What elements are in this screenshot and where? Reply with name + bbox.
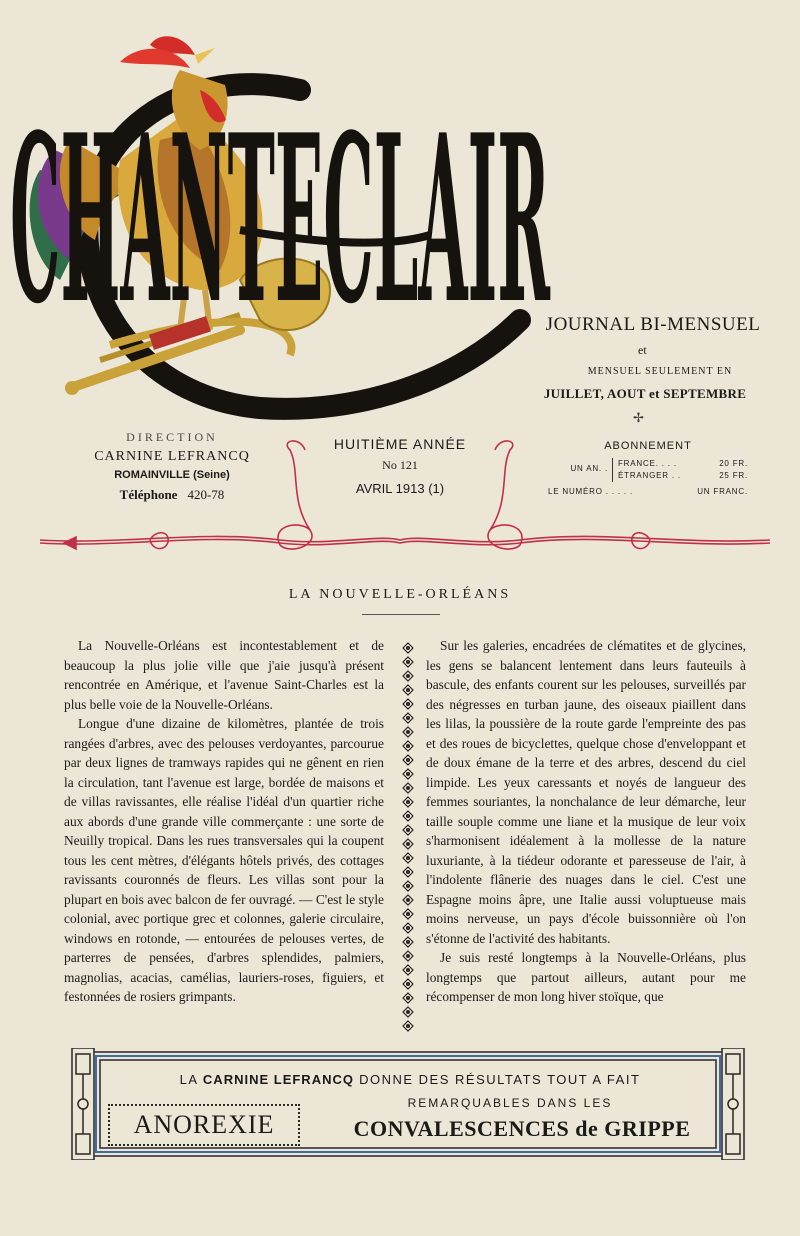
chain-dot (407, 647, 410, 650)
issue-date: AVRIL 1913 (1) (355, 481, 445, 496)
chain-dot (407, 955, 410, 958)
chain-dot (407, 899, 410, 902)
journal-frequency: JOURNAL BI-MENSUEL (545, 314, 761, 335)
subscription-issue-row (548, 487, 748, 496)
chain-dot (407, 773, 410, 776)
chain-dot (407, 689, 410, 692)
ad-convalescences: CONVALESCENCES de GRIPPE (353, 1116, 691, 1141)
article-column-right (426, 636, 746, 1007)
issue-number: No 121 (382, 458, 418, 472)
chain-dot (407, 941, 410, 944)
chain-dot (407, 745, 410, 748)
chain-dot (407, 703, 410, 706)
chain-dot (407, 983, 410, 986)
journal-mensuel: MENSUEL SEULEMENT EN (587, 366, 733, 377)
chain-dot (407, 843, 410, 846)
chain-dot (407, 871, 410, 874)
ad-headline-a: LA (179, 1072, 198, 1087)
price-numero: UN FRANC. (697, 487, 748, 496)
direction-phone (62, 487, 282, 503)
masthead-title: CHANTECLAIR (10, 85, 551, 355)
chain-dot (407, 759, 410, 762)
chain-dot (407, 913, 410, 916)
chain-dot (407, 717, 410, 720)
ad-anorexie-box: ANOREXIE (108, 1104, 300, 1146)
ad-brand: CARNINE LEFRANCQ (202, 1072, 354, 1087)
price-etranger: 25 FR. (719, 471, 748, 480)
subscription-prices (612, 458, 748, 482)
paragraph: Sur les galeries, encadrées de clématites et de glycines, les gens se balancent lentement dans leurs fauteuils à bascule, des enfants courent sur les pelouses, surveillés par des négresses en turban jaune, des oiseaux piaillent dans les lilas, la poussière de la route garde l'empreinte des pas et des roues de bicyclettes, quelque chose d'enveloppant et de doux émane de la terre et des arbres, descend du ciel limpide. Les yeux caressants et noyés de langueur des femmes souriantes, la nonchalance de leur démarche, leur taille souple comme une liane et la musique de leur voix s'harmonisent idéalement à la mollesse de la nature luxuriante, à la tiédeur odorante et paresseuse de l'air, à l'indolente flânerie des nuages dans le ciel. C'est une Espagne moins âpre, une Italie aussi voluptueuse mais moins nerveuse, un pays d'école buissonnière où l'on s'étonne de l'activité des habitants. (426, 638, 746, 946)
subscription-block (548, 440, 748, 496)
chain-dot (407, 927, 410, 930)
chain-dot (407, 997, 410, 1000)
issue-year: HUITIÈME ANNÉE (333, 436, 467, 452)
masthead (0, 0, 800, 560)
chain-dot (407, 1011, 410, 1014)
chain-dot (407, 857, 410, 860)
price-france-label: FRANCE. . . . (618, 459, 677, 468)
price-france: 20 FR. (719, 459, 748, 468)
chain-dot (407, 969, 410, 972)
chain-dot (407, 675, 410, 678)
chain-dot (407, 815, 410, 818)
column-divider-chain (399, 642, 417, 1034)
phone-label: Téléphone (119, 487, 178, 502)
ad-headline (140, 1072, 680, 1087)
direction-city: ROMAINVILLE (Seine) (114, 469, 230, 481)
advertisement (70, 1048, 746, 1160)
paragraph: Je suis resté longtemps à la Nouvelle-Orléans, plus longtemps que partout ailleurs, autant pour me récompenser de mon long hiver stoïque, que (426, 950, 746, 1004)
fleuron-icon: ✢ (633, 410, 644, 425)
subscription-year-label: UN AN. . (570, 464, 608, 473)
journal-et: et (638, 343, 647, 357)
subscription-heading: ABONNEMENT (604, 440, 692, 452)
issue-block (320, 436, 480, 496)
paragraph: La Nouvelle-Orléans est incontestablement et de beaucoup la plus jolie ville que j'aie jusqu'à présent rencontrée en Amérique, et l'avenue Saint-Charles est la plus belle voie de la Nouvelle-Orléans. (64, 638, 384, 712)
price-numero-label: LE NUMÉRO . . . . . (548, 487, 633, 496)
phone-number: 420-78 (187, 487, 225, 502)
ad-headline-b: DONNE DES RÉSULTATS TOUT A FAIT (359, 1072, 641, 1087)
journal-months: JUILLET, AOUT et SEPTEMBRE (543, 386, 747, 401)
chain-dot (407, 787, 410, 790)
price-etranger-label: ÉTRANGER . . (618, 471, 681, 480)
article-column-left (64, 636, 384, 1007)
logo-lettering (0, 0, 560, 360)
chain-dot (407, 829, 410, 832)
chain-dot (407, 731, 410, 734)
ad-subline: REMARQUABLES DANS LES (407, 1096, 613, 1110)
paragraph: Longue d'une dizaine de kilomètres, plantée de trois rangées d'arbres, avec des pelouses verdoyantes, parcourue par deux lignes de tramways rapides qui ne gênent en rien la circulation, tant l'avenue est large, bordée de maisons et de villas ravissantes, elle réalise l'idéal d'un quartier riche aux abords d'une grande ville commerçante : une sorte de Neuilly tropical. Dans les rues transversales qui la coupent tous les cent mètres, d'élégants hôtels privés, des cottages ravissants couronnés de fleurs. Les villas sont pour la plupart en bois avec balcon de fer ouvragé. — C'est le style colonial, avec portique grec et colonnes, galerie circulaire, windows en rotonde, — entourées de pelouses vertes, de parterres de pensées, d'arbres splendides, palmiers, magnolias, acacias, camélias, lauriers-roses, figuiers, et festonnées de rosiers grimpants. (64, 716, 384, 1004)
title-rule (362, 614, 440, 615)
subscription-year-row (548, 458, 748, 482)
direction-block (62, 430, 282, 503)
article-title: LA NOUVELLE-ORLÉANS (288, 587, 512, 602)
chain-dot (407, 885, 410, 888)
chain-dot (407, 1025, 410, 1028)
direction-name: CARNINE LEFRANCQ (94, 449, 250, 464)
chain-dot (407, 801, 410, 804)
chain-dot (407, 661, 410, 664)
direction-heading: DIRECTION (126, 430, 218, 444)
